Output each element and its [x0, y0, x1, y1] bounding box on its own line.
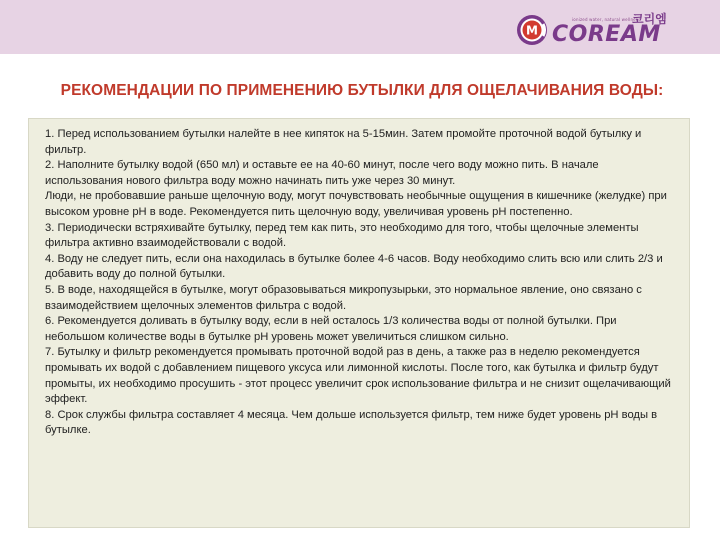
header-band [0, 0, 720, 54]
logo-wordmark: COREAM [552, 22, 661, 47]
logo-tagline: ionized water, natural wellness [572, 17, 641, 22]
coream-emblem-icon [516, 14, 548, 46]
instruction-paragraph: промывать их водой с добавлением пищевого уксуса или лимонной кислоты. После того, как бутылка и фильтр будут промыты, их необходимо просушить - этот процесс увеличит срок использование фильтра и не снизит ощелачивающий эффект. [45, 361, 671, 406]
page-title: РЕКОМЕНДАЦИИ ПО ПРИМЕНЕНИЮ БУТЫЛКИ ДЛЯ ОЩЕЛАЧИВАНИЯ ВОДЫ: [60, 82, 664, 99]
instruction-paragraph: 2. Наполните бутылку водой (650 мл) и оставьте ее на 40-60 минут, после чего воду можно пить. В начале использования нового фильтра воду можно начинать пить уже через 30 минут. [45, 159, 599, 187]
instruction-paragraph: 1. Перед использованием бутылки налейте в нее кипяток на 5-15мин. Затем промойте проточной водой бутылку и фильтр. [45, 128, 642, 156]
instruction-paragraph: 3. Периодически встряхивайте бутылку, перед тем как пить, это необходимо для того, чтобы щелочные элементы фильтра активно взаимодействовали с водой. [45, 221, 639, 250]
instruction-paragraph: 8. Срок службы фильтра составляет 4 месяца. Чем дольше используется фильтр, тем ниже будет уровень pH воды в бутылке. [45, 408, 658, 437]
coream-logo [516, 8, 696, 48]
instruction-paragraph: 7. Бутылку и фильтр рекомендуется промывать проточной водой раз в день, а также раз в неделю рекомендуется [45, 346, 640, 359]
instruction-paragraph: Люди, не пробовавшие раньше щелочную воду, могут почувствовать необычные ощущения в кишечнике (желудке) при высоком уровне pH в воде. Рекомендуется пить щелочную воду, увеличивая уровень pH постепенно. [45, 190, 667, 218]
instruction-paragraph: 4. Воду не следует пить, если она находилась в бутылке более 4-6 часов. Воду необходимо слить всю или слить 2/3 и добавить воду до полной бутылки. [45, 252, 663, 281]
instruction-paragraph: 6. Рекомендуется доливать в бутылку воду, если в ней осталось 1/3 количества воды от полной бутылки. При небольшом количестве воды в бутылке pH уровень может увеличиться слишком сильно. [45, 315, 617, 343]
instruction-paragraph: 5. В воде, находящейся в бутылке, могут образовываться микропузырьки, это нормальное явление, оно связано с взаимодействием щелочных элементов фильтра с водой. [45, 283, 642, 312]
instructions-panel [28, 118, 690, 528]
emblem-letter: M [526, 23, 538, 38]
instructions-text [45, 127, 679, 439]
logo-korean-name: 코리엠 [632, 12, 667, 26]
